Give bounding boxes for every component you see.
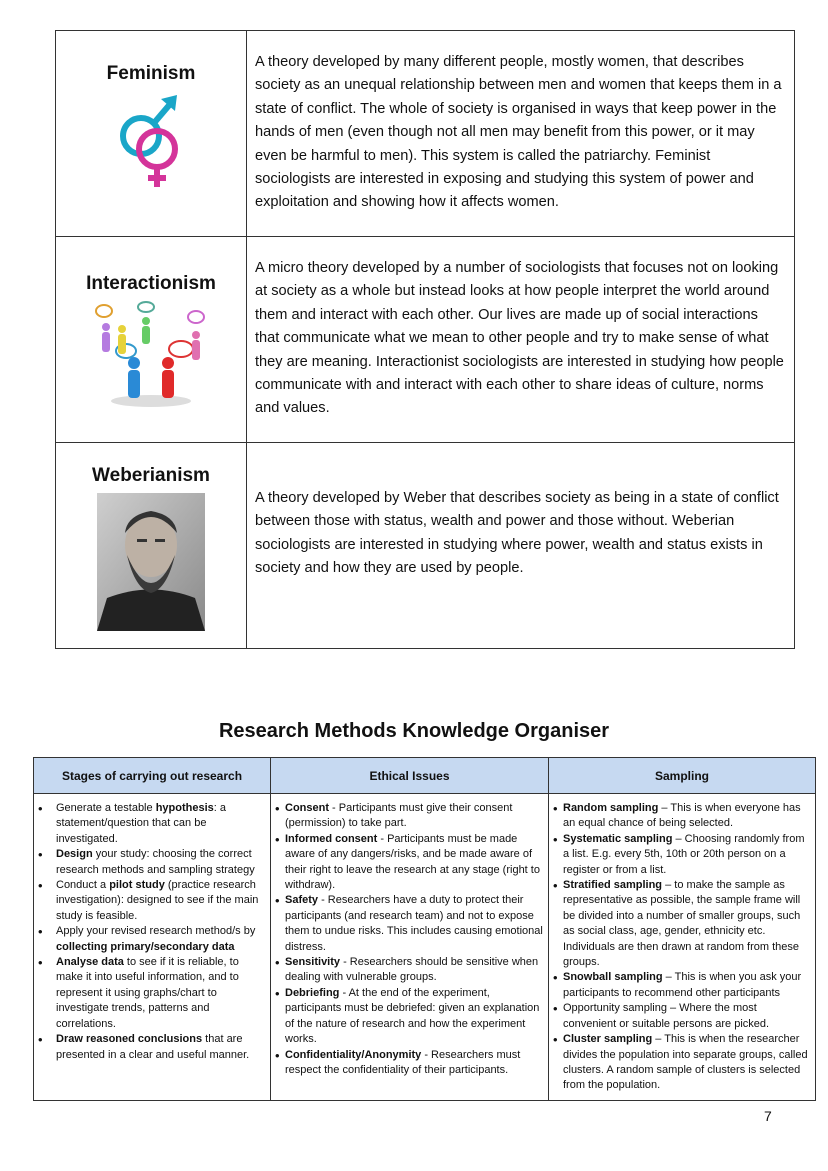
- key-term: Cluster sampling: [563, 1033, 653, 1046]
- list-item: [275, 893, 544, 955]
- theory-name: Feminism: [106, 63, 196, 84]
- list-item: [553, 801, 811, 832]
- item-text: to see if it is reliable, to make it into useful information, and to represent it using graphs/chart to investigate trends, patterns and correlations.: [56, 956, 239, 1030]
- theory-name: Weberianism: [92, 465, 210, 486]
- list-item: [553, 1001, 811, 1032]
- key-term: Stratified sampling: [563, 879, 663, 892]
- list-item: [38, 847, 266, 878]
- list-item: [38, 1032, 266, 1063]
- page-number: 7: [764, 1108, 772, 1124]
- item-text: Apply your revised research method/s by: [56, 925, 256, 938]
- item-text: Generate a testable: [56, 802, 156, 814]
- item-text: - Researchers have a duty to protect their participants (and research team) and not to expose them to undue risks. This includes causing emotional distress.: [285, 894, 543, 953]
- key-term: Debriefing: [285, 986, 340, 999]
- list-item: [553, 1032, 811, 1094]
- item-text: – This is when the researcher divides the population into separate groups, called clusters. A random sample of clusters is selected from the population.: [563, 1033, 808, 1092]
- list-item: [38, 955, 266, 1032]
- research-methods-title: Research Methods Knowledge Organiser: [218, 720, 610, 742]
- item-text: – to make the sample as representative as possible, the sample frame will be divided into a number of smaller groups, such as social class, age, gender, ethnicity etc. Individuals are then drawn at random from these groups.: [563, 879, 801, 969]
- item-text: – This is when you ask your participants to recommend other participants: [563, 971, 802, 999]
- list-item: [38, 801, 266, 847]
- key-term: Random sampling: [563, 802, 659, 814]
- theory-description: A theory developed by Weber that describes society as being in a state of conflict between those with status, wealth and power and those without. Weberian sociologists are interested in studying where power, wealth and status exists in society and how they are used by people.: [255, 490, 779, 577]
- people-speech-bubbles-image: [86, 301, 216, 411]
- list-item: [275, 832, 544, 894]
- theory-row-interactionism: [56, 237, 795, 443]
- theory-description: A micro theory developed by a number of sociologists that focuses not on looking at society as a whole but instead looks at how people interpret the world around them and interact with each other. Our lives are made up of social interactions that communicate what we mean to other people and try to make sense of what they are meaning. Interactionist sociologists are interested in studying how people communicate with and interact with each other to share ideas of culture, norms and values.: [255, 260, 784, 417]
- key-term: Snowball sampling: [563, 971, 663, 984]
- key-term: Consent: [285, 802, 329, 814]
- item-text: - Participants must be made aware of any dangers/risks, and be made aware of their right to leave the research at any stage (right to withdraw).: [285, 832, 540, 892]
- key-term: Safety: [285, 894, 319, 907]
- item-text: - At the end of the experiment, participants must be debriefed: given an explanation of the nature of research and how the experiment works.: [285, 986, 540, 1046]
- item-text: Opportunity sampling – Where the most convenient or suitable persons are picked.: [563, 1002, 770, 1030]
- gender-symbols-icon: [111, 91, 191, 191]
- item-text: - Participants must give their consent (permission) to take part.: [285, 802, 513, 830]
- item-text: (practice research investigation): designed to see if the main study is feasible.: [56, 879, 259, 922]
- column-header-sampling: Sampling: [549, 758, 816, 794]
- list-item: [38, 878, 266, 924]
- item-text: that are presented in a clear and useful manner.: [56, 1033, 250, 1061]
- item-text: your study: choosing the correct research methods and sampling strategy: [56, 848, 255, 876]
- sampling-list: [553, 801, 811, 1094]
- list-item: [553, 832, 811, 878]
- column-header-stages: Stages of carrying out research: [34, 758, 271, 794]
- list-item: [38, 924, 266, 955]
- key-term: hypothesis: [155, 802, 214, 814]
- item-text: – Choosing randomly from a list. E.g. every 5th, 10th or 20th person on a register or from a list.: [563, 832, 805, 876]
- key-term: Confidentiality/Anonymity: [285, 1048, 422, 1061]
- weber-portrait-image: [97, 493, 205, 631]
- list-item: [553, 970, 811, 1001]
- list-item: [275, 986, 544, 1048]
- research-methods-table: [33, 757, 816, 1101]
- item-text: - Researchers should be sensitive when dealing with vulnerable groups.: [285, 956, 539, 984]
- theory-row-weberianism: [56, 443, 795, 649]
- stages-list: [38, 801, 266, 1063]
- ethical-issues-list: [275, 801, 544, 1078]
- list-item: [275, 801, 544, 832]
- key-term: Sensitivity: [285, 956, 341, 969]
- key-term: Draw reasoned conclusions: [56, 1033, 203, 1046]
- list-item: [553, 878, 811, 970]
- key-term: Analyse data: [56, 956, 124, 969]
- key-term: pilot study: [109, 879, 165, 892]
- theory-name: Interactionism: [86, 273, 216, 294]
- item-text: – This is when everyone has an equal chance of being selected.: [563, 802, 801, 830]
- key-term: Design: [56, 848, 93, 861]
- theory-row-feminism: [56, 31, 795, 237]
- theories-table: [55, 30, 795, 649]
- item-text: Conduct a: [56, 879, 110, 892]
- key-term: Systematic sampling: [563, 832, 673, 845]
- item-text: : a statement/question that can be investigated.: [56, 802, 226, 845]
- theory-description: A theory developed by many different people, mostly women, that describes society as an unequal relationship between men and women that keeps them in a state of conflict. The whole of society is organised in ways that keep power in the hands of men (even though not all men may benefit from this power, or it may even be harmful to men). This system is called the patriarchy. Feminist sociologists are interested in exposing and studying this system of power and exploitation and showing how it affects women.: [255, 54, 782, 211]
- list-item: [275, 955, 544, 986]
- list-item: [275, 1048, 544, 1079]
- column-header-ethical-issues: Ethical Issues: [271, 758, 549, 794]
- key-term: collecting primary/secondary data: [56, 940, 235, 953]
- key-term: Informed consent: [285, 832, 378, 845]
- item-text: - Researchers must respect the confidentiality of their participants.: [285, 1048, 521, 1076]
